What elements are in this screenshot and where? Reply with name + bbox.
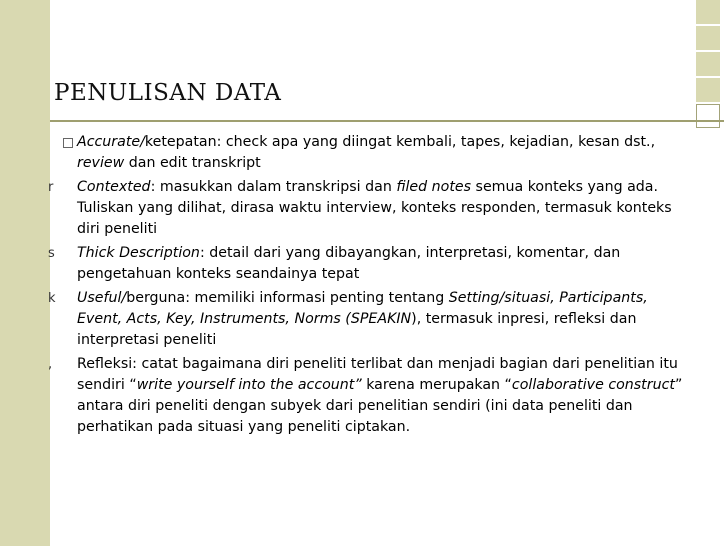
text: karena merupakan “ [361, 377, 512, 393]
checkbox-bullet-icon [63, 138, 73, 148]
decor-square [696, 0, 720, 24]
bullet-item-thick-description [48, 243, 695, 285]
text: : detail dari yang dibayangkan, interpretasi, komentar, dan pengetahuan konteks seandainya tepat [77, 245, 621, 282]
text: ), termasuk inpresi, refleksi dan interpretasi peneliti [77, 311, 637, 348]
bullet-list [48, 132, 695, 441]
bullet-marker: k [48, 291, 56, 306]
text: ketepatan: check apa yang diingat kembali, tapes, kejadian, kesan dst., [144, 134, 656, 150]
bullet-marker: , [48, 357, 53, 372]
term: Contexted [77, 179, 151, 195]
text: : masukkan dalam transkripsi dan [150, 179, 397, 195]
bullet-marker: r [48, 180, 54, 195]
right-decorative-squares [696, 0, 720, 546]
decor-square [696, 78, 720, 102]
term: collaborative construct [511, 377, 675, 393]
term: Thick Description [77, 245, 200, 261]
bullet-item-refleksi [48, 354, 695, 438]
term: Accurate/ [77, 134, 145, 150]
text: ” antara diri peneliti dengan subyek dari penelitian sendiri (ini data peneliti dan perhatikan pada situasi yang peneliti ciptakan. [77, 377, 683, 435]
bullet-item-useful [48, 288, 695, 351]
term: Setting/situasi, Participants, Event, Acts, Key, Instruments, Norms (SPEAKIN [77, 290, 648, 327]
text: Refleksi: catat bagaimana diri peneliti terlibat dan menjadi bagian dari penelitian itu sendiri “ [77, 356, 678, 393]
decor-square [696, 26, 720, 50]
term: write yourself into the account” [136, 377, 362, 393]
text: semua konteks yang ada. Tuliskan yang dilihat, dirasa waktu interview, konteks responden, termasuk konteks diri peneliti [77, 179, 672, 237]
term: review [77, 155, 125, 171]
text: berguna: memiliki informasi penting tentang [126, 290, 449, 306]
text: dan edit transkript [124, 155, 261, 171]
title-divider [50, 120, 724, 122]
slide-title: PENULISAN DATA [54, 80, 282, 106]
bullet-item-accurate [77, 132, 695, 174]
decor-square [696, 52, 720, 76]
decor-square-outline [696, 104, 720, 128]
bullet-item-contexted [48, 177, 695, 240]
left-decorative-bar [0, 0, 50, 546]
term: Useful/ [77, 290, 127, 306]
bullet-marker: s [48, 246, 55, 261]
term: filed notes [396, 179, 472, 195]
